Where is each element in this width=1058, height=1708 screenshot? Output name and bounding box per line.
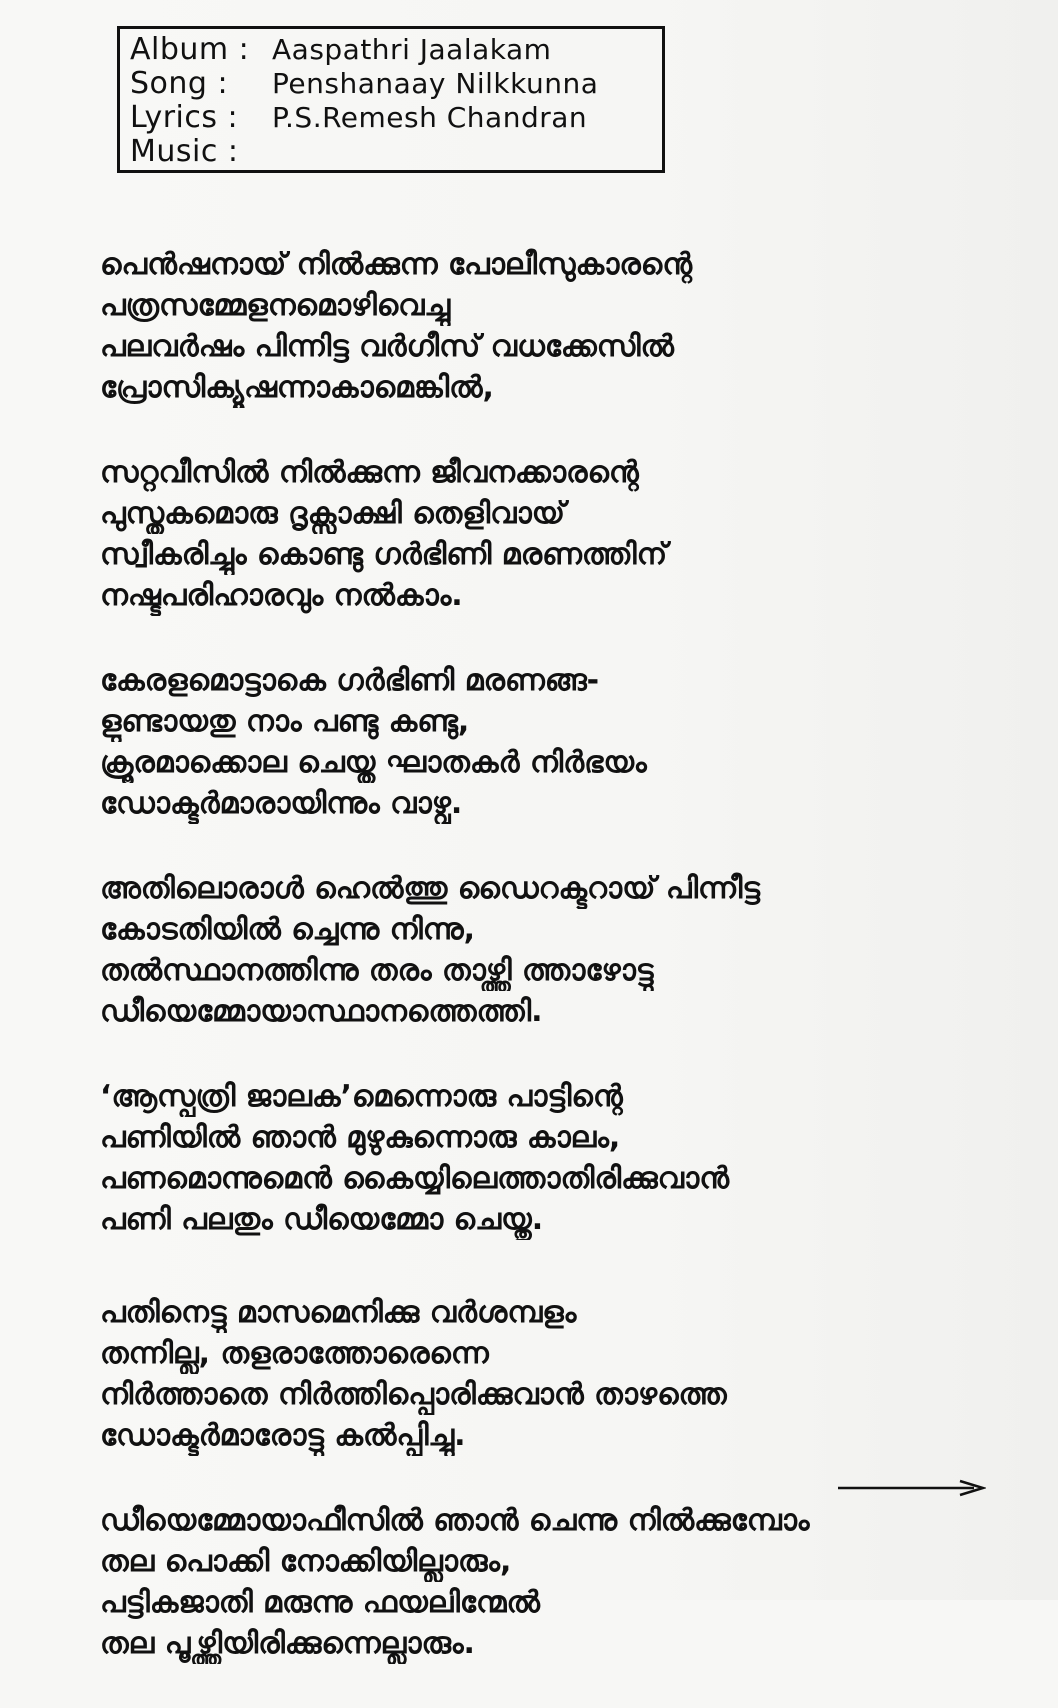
lyric-line: കേരളമൊട്ടാകെ ഗർഭിണി മരണങ്ങ-	[100, 663, 600, 698]
lyric-line: തൽസ്ഥാനത്തിന്നു തരം താഴ്ത്തി ത്താഴോട്ടു	[100, 953, 654, 988]
lyric-line: ‘ആസ്പത്രി ജാലക’മെന്നൊരു പാട്ടിന്റെ	[100, 1079, 623, 1114]
lyric-line: പത്രസമ്മേളനമൊഴിവെച്ചു	[100, 288, 451, 323]
continue-arrow-icon	[836, 1478, 986, 1498]
lyrics-label: Lyrics :	[130, 100, 239, 135]
stanza-7	[100, 1500, 1000, 1664]
stanza-5	[100, 1076, 1000, 1240]
lyric-line: തല പൂഴ്ത്തിയിരിക്കുന്നെല്ലാരും.	[100, 1626, 475, 1661]
lyrics-row	[130, 101, 662, 135]
lyric-line: കോടതിയിൽ ച്ചെന്നു നിന്നു,	[100, 912, 476, 947]
lyric-line: തല പൊക്കി നോക്കിയില്ലാരും,	[100, 1544, 512, 1579]
stanza-4	[100, 868, 1000, 1032]
lyric-line: സറ്റവീസിൽ നിൽക്കുന്ന ജീവനക്കാരന്റെ	[100, 455, 639, 490]
music-row	[130, 135, 662, 169]
lyric-line: നിർത്താതെ നിർത്തിപ്പൊരിക്കുവാൻ താഴത്തെ	[100, 1377, 727, 1412]
lyric-line: അതിലൊരാൾ ഹെൽത്തു ഡൈറക്ടറായ് പിന്നീട്ട	[100, 871, 760, 906]
lyric-line: ഡീയെമ്മോയാഫീസിൽ ഞാൻ ചെന്നു നിൽക്കുമ്പോം	[100, 1503, 810, 1538]
music-label: Music :	[130, 134, 239, 169]
lyric-line: പ്രോസിക്യൂഷന്നാകാമെങ്കിൽ,	[100, 370, 494, 405]
lyric-line: സ്വീകരിച്ചും കൊണ്ടു ഗർഭിണി മരണത്തിന്	[100, 537, 668, 572]
stanza-6	[100, 1292, 1000, 1456]
album-label: Album :	[130, 32, 250, 67]
lyric-line: ളുണ്ടായതു നാം പണ്ടു കണ്ടു,	[100, 704, 470, 739]
lyric-line: പണി പലതും ഡീയെമ്മോ ചെയ്തു.	[100, 1202, 544, 1237]
lyric-line: പലവർഷം പിന്നിട്ട വർഗീസ് വധക്കേസിൽ	[100, 329, 674, 364]
lyrics-value: P.S.Remesh Chandran	[272, 101, 588, 134]
lyric-line: പണമൊന്നുമെൻ കൈയ്യിലെത്താതിരിക്കുവാൻ	[100, 1161, 730, 1196]
lyric-line: ക്രൂരമാക്കൊല ചെയ്ത ഘാതകർ നിർഭയം	[100, 745, 647, 780]
lyric-line: പതിനെട്ടു മാസമെനിക്കു വർശമ്പളം	[100, 1295, 577, 1330]
song-row	[130, 67, 662, 101]
lyric-line: പണിയിൽ ഞാൻ മുഴുകുന്നൊരു കാലം,	[100, 1120, 621, 1155]
album-row	[130, 33, 662, 67]
lyric-line: നഷ്ടപരിഹാരവും നൽകാം.	[100, 578, 463, 613]
stanza-3	[100, 660, 1000, 824]
lyric-line: ഡോക്ടർമാരോട്ടു കൽപ്പിച്ചു.	[100, 1418, 466, 1453]
stanza-1	[100, 244, 1000, 408]
stanza-2	[100, 452, 1000, 616]
song-info-box	[117, 26, 665, 173]
lyric-line: ഡോക്ടർമാരായിന്നും വാഴ്വു.	[100, 786, 463, 821]
song-value: Penshanaay Nilkkunna	[272, 67, 599, 100]
lyric-line: തന്നില്ല, തളരാത്തോരെന്നെ	[100, 1336, 489, 1371]
lyric-line: ഡീയെമ്മോയാസ്ഥാനത്തെത്തി.	[100, 994, 543, 1029]
lyric-line: പട്ടികജാതി മരുന്നു ഫയലിന്മേൽ	[100, 1585, 540, 1620]
album-value: Aaspathri Jaalakam	[272, 33, 552, 66]
lyric-line: പുസ്തകമൊരു ദൃക്സാക്ഷി തെളിവായ്	[100, 496, 566, 531]
lyric-line: പെൻഷനായ് നിൽക്കുന്ന പോലീസുകാരന്റെ	[100, 247, 693, 282]
song-label: Song :	[130, 66, 229, 101]
